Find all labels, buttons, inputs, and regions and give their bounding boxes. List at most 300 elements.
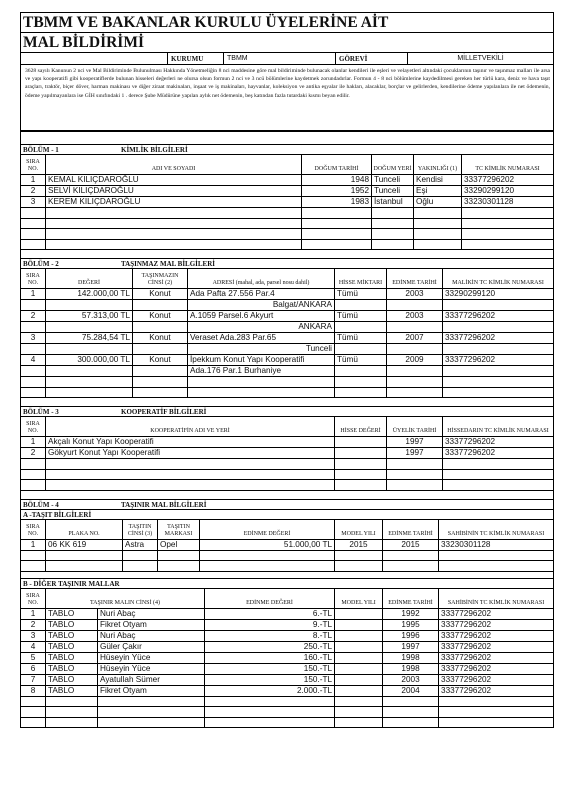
other-movables-subsection-title: B - DİĞER TAŞINIR MALLAR [20,578,554,588]
section2-header [20,258,554,268]
empty-cell [439,561,554,572]
table-cell: 1998 [383,663,439,674]
property-address: Veraset Ada.283 Par.65 [188,333,335,344]
spacer [20,132,554,144]
owner-tc-number: 33377296202 [443,355,554,366]
empty-cell [372,229,414,240]
empty-cell [21,322,46,333]
empty-cell [387,469,443,480]
property-address: A.1059 Parsel.6 Akyurt [188,311,335,322]
table-cell: 1996 [383,630,439,641]
table-cell: 2 [21,619,46,630]
section4-name: TAŞINIR MAL BİLGİLERİ [121,500,207,509]
empty-cell [335,377,387,388]
table-cell: 1 [21,437,46,448]
section2-num: BÖLÜM - 2 [23,260,59,268]
empty-row [21,717,554,728]
table-header-row [21,417,554,437]
table-cell: KEREM KILIÇDAROĞLU [46,197,302,208]
table-cell: 33377296202 [439,619,554,630]
table-cell: Ayatullah Sümer [98,674,205,685]
empty-cell [188,387,335,398]
row-number: 2 [21,311,46,322]
empty-row [21,229,554,240]
table-row [21,175,554,186]
empty-cell [335,717,383,728]
table-cell: 4 [21,641,46,652]
table-cell [335,448,387,459]
form-title-line2: MAL BİLDİRİMİ [23,34,145,51]
empty-cell [21,344,46,355]
table-cell: Astra [123,539,158,550]
empty-cell [443,387,554,398]
empty-cell [387,322,443,333]
form-title-line1: TBMM VE BAKANLAR KURULU ÜYELERİNE AİT [21,13,553,33]
form-header [20,12,554,132]
column-header: TAŞINMAZIN CİNSİ (2) [133,269,188,289]
empty-cell [188,377,335,388]
empty-cell [158,561,200,572]
share-amount: Tümü [335,311,387,322]
table-row-continuation [21,366,554,377]
column-header: EDİNME TARİHİ [387,269,443,289]
section1-num: BÖLÜM - 1 [23,146,59,154]
table-cell: TABLO [46,652,98,663]
empty-cell [462,239,554,250]
column-header: SIRA NO. [21,269,46,289]
column-header: ADI VE SOYADI [46,155,302,175]
empty-cell [205,707,335,718]
property-address-line2: ANKARA [188,322,335,333]
section3-num: BÖLÜM - 3 [23,408,59,416]
section1-header [20,144,554,154]
property-value: 142.000,00 TL [46,289,133,300]
section2-table [20,268,554,398]
empty-cell [46,218,302,229]
table-cell: Eşi [414,186,462,197]
empty-cell [335,696,383,707]
table-cell: 3 [21,197,46,208]
empty-cell [335,322,387,333]
intro-text: 3628 sayılı Kanunun 2 nci ve Mal Bildiriminde Bulunulması Hakkında Yönetmeliğin 8 nci maddesine göre mal bildiriminde bulunacak olanlar kendileri ile eşleri ve velayetleri altındaki çocuklarının taşınır ve taşınmaz malları ile arsa ve yapı kooperatifi gibi kooperatiflerde bulunan hisseleri değerleri ne olursa olsun formun 2 nci ve 3 ncü bölümlerine kaydetmek zorundadırlar. Formun 4 - 8 nci bölümlerine kaydedilmesi gereken her türlü kara, deniz ve hava taşıt araçları, traktör, biçer döver, harman makinası ve diğer ziraat makinaları, inşaat ve iş makinaları, hayvanlar, koleksiyon ve antika eşyalar ile hakları, alacaklar, borçlar ve gelirlerden, kendilerine ödeme yapılanlara ile net ödemenin, ödeme yapılmayanlara ise GİH sınıfındaki 1 . derece Şube Müdürüne yapılan aylık net ödemenin, beş katından fazla tutardaki kısmı beyan edilir. [21,65,553,131]
property-address-line2: Ada.176 Par.1 Burhaniye [188,366,335,377]
empty-cell [46,707,98,718]
column-header: YAKINLIĞI (1) [414,155,462,175]
table-row [21,437,554,448]
empty-cell [46,469,335,480]
empty-cell [123,550,158,561]
table-cell: 2015 [335,539,383,550]
table-header-row [21,519,554,539]
table-cell: Kendisi [414,175,462,186]
column-header: DOĞUM TARİHİ [302,155,372,175]
table-cell: 33377296202 [439,608,554,619]
empty-cell [387,344,443,355]
owner-tc-number: 33377296202 [443,333,554,344]
table-row [21,333,554,344]
table-row [21,197,554,208]
empty-row [21,377,554,388]
table-cell: 06 KK 619 [46,539,123,550]
empty-cell [302,239,372,250]
table-cell: 6 [21,663,46,674]
table-cell: 33377296202 [443,448,554,459]
empty-cell [335,707,383,718]
empty-cell [383,707,439,718]
table-row [21,448,554,459]
empty-cell [21,480,46,491]
spacer [20,250,554,258]
row-number: 3 [21,333,46,344]
share-amount: Tümü [335,333,387,344]
empty-cell [21,717,46,728]
empty-cell [443,344,554,355]
column-header: EDİNME DEĞERİ [205,588,335,608]
column-header: TAŞINIR MALIN CİNSİ (4) [46,588,205,608]
owner-tc-number: 33377296202 [443,311,554,322]
table-cell: SELVİ KILIÇDAROĞLU [46,186,302,197]
empty-cell [439,550,554,561]
table-row [21,289,554,300]
column-header: SIRA NO. [21,588,46,608]
share-amount: Tümü [335,355,387,366]
empty-row [21,561,554,572]
empty-cell [46,300,133,311]
section1-name: KİMLİK BİLGİLERİ [121,146,188,154]
empty-cell [21,208,46,219]
column-header: DOĞUM YERİ [372,155,414,175]
column-header: PLAKA NO. [46,519,123,539]
table-cell: 1997 [383,641,439,652]
empty-cell [98,717,205,728]
table-cell: Gökyurt Konut Yapı Kooperatifi [46,448,335,459]
empty-cell [414,208,462,219]
table-row-continuation [21,344,554,355]
empty-cell [414,218,462,229]
empty-cell [46,717,98,728]
empty-cell [46,322,133,333]
empty-row [21,480,554,491]
table-cell [335,437,387,448]
table-cell: 33230301128 [439,539,554,550]
empty-cell [372,208,414,219]
empty-cell [200,550,335,561]
kurumu-value: TBMM [223,53,335,64]
table-cell: Opel [158,539,200,550]
table-cell: TABLO [46,663,98,674]
owner-tc-number: 33290299120 [443,289,554,300]
empty-cell [21,300,46,311]
empty-row [21,696,554,707]
table-row [21,674,554,685]
property-type: Konut [133,311,188,322]
empty-cell [46,459,335,470]
column-header: ÜYELİK TARİHİ [387,417,443,437]
spacer [20,398,554,406]
empty-cell [21,229,46,240]
empty-cell [46,696,98,707]
table-cell: 2 [21,186,46,197]
empty-cell [21,707,46,718]
empty-cell [133,300,188,311]
acquisition-date: 2003 [387,311,443,322]
empty-cell [98,696,205,707]
empty-row [21,208,554,219]
table-cell: TABLO [46,619,98,630]
table-cell: 8 [21,685,46,696]
empty-cell [387,377,443,388]
table-cell [335,685,383,696]
empty-cell [443,322,554,333]
table-cell: 6.-TL [205,608,335,619]
empty-cell [462,218,554,229]
empty-cell [335,469,387,480]
table-cell: 1 [21,175,46,186]
property-type: Konut [133,355,188,366]
empty-cell [387,300,443,311]
empty-cell [439,707,554,718]
table-cell: 33290299120 [462,186,554,197]
table-cell: Fikret Otyam [98,685,205,696]
empty-cell [439,696,554,707]
table-cell: 160.-TL [205,652,335,663]
empty-cell [46,377,133,388]
property-address-line2: Balgat/ANKARA [188,300,335,311]
row-number: 4 [21,355,46,366]
table-row [21,663,554,674]
table-row [21,641,554,652]
table-cell: Hüseyin Yüce [98,663,205,674]
table-cell: TABLO [46,608,98,619]
column-header: HİSSE DEĞERİ [335,417,387,437]
row-number: 1 [21,289,46,300]
gorevi-value: MİLLETVEKİLİ [407,53,553,64]
property-value: 75.284,54 TL [46,333,133,344]
empty-cell [21,239,46,250]
empty-cell [302,229,372,240]
empty-cell [443,469,554,480]
table-row [21,685,554,696]
column-header: ADRESİ (mahal, ada, parsel nosu dahil) [188,269,335,289]
empty-row [21,550,554,561]
empty-cell [98,707,205,718]
table-cell: TABLO [46,685,98,696]
empty-cell [205,717,335,728]
table-row [21,355,554,366]
empty-cell [335,344,387,355]
table-row [21,186,554,197]
table-cell: KEMAL KILIÇDAROĞLU [46,175,302,186]
property-value: 57.313,00 TL [46,311,133,322]
column-header: HİSSE MİKTARI [335,269,387,289]
table-cell [335,641,383,652]
table-cell [335,630,383,641]
table-cell: 150.-TL [205,663,335,674]
table-cell: 33377296202 [439,630,554,641]
section3-table [20,416,554,491]
table-cell: 1 [21,608,46,619]
table-cell: Akçalı Konut Yapı Kooperatifi [46,437,335,448]
property-address: İpekkum Konut Yapı Kooperatifi [188,355,335,366]
table-cell: 3 [21,630,46,641]
empty-row [21,218,554,229]
empty-cell [46,229,302,240]
column-header: TC KİMLİK NUMARASI [462,155,554,175]
column-header: MALİKİN TC KİMLİK NUMARASI [443,269,554,289]
empty-cell [21,696,46,707]
table-cell: Tunceli [372,175,414,186]
column-header: SIRA NO. [21,417,46,437]
empty-cell [133,366,188,377]
empty-row [21,387,554,398]
table-cell: 5 [21,652,46,663]
empty-cell [21,387,46,398]
empty-cell [133,377,188,388]
table-cell: 33230301128 [462,197,554,208]
column-header: TAŞITIN CİNSİ (3) [123,519,158,539]
table-row-continuation [21,300,554,311]
column-header: SAHİBİNİN TC KİMLİK NUMARASI [439,588,554,608]
table-cell: Güler Çakır [98,641,205,652]
empty-cell [133,322,188,333]
empty-cell [443,459,554,470]
section1-table [20,154,554,250]
table-header-row [21,155,554,175]
property-type: Konut [133,289,188,300]
vehicle-subsection-title: A -TAŞIT BİLGİLERİ [20,509,554,519]
table-cell: TABLO [46,674,98,685]
column-header: SIRA NO. [21,155,46,175]
table-cell: 1997 [387,437,443,448]
empty-cell [383,717,439,728]
table-row [21,539,554,550]
empty-cell [383,696,439,707]
table-cell: 51.000,00 TL [200,539,335,550]
table-cell: 2004 [383,685,439,696]
table-cell: Tunceli [372,186,414,197]
column-header: MODEL YILI [335,519,383,539]
table-cell [335,619,383,630]
empty-cell [21,469,46,480]
empty-cell [414,239,462,250]
empty-row [21,459,554,470]
institution-row [21,52,553,65]
empty-cell [372,239,414,250]
empty-cell [205,696,335,707]
table-cell: 9.-TL [205,619,335,630]
section4-num: BÖLÜM - 4 [23,500,59,509]
table-row [21,608,554,619]
section3-name: KOOPERATİF BİLGİLERİ [121,408,207,416]
empty-cell [387,366,443,377]
column-header: SIRA NO. [21,519,46,539]
empty-cell [335,300,387,311]
column-header: EDİNME DEĞERİ [200,519,335,539]
empty-cell [387,387,443,398]
empty-cell [383,550,439,561]
column-header: HİSSEDARIN TC KİMLİK NUMARASI [443,417,554,437]
empty-cell [46,550,123,561]
empty-cell [21,550,46,561]
table-cell [335,652,383,663]
empty-cell [21,377,46,388]
table-cell: 1948 [302,175,372,186]
empty-cell [133,387,188,398]
table-cell: 33377296202 [439,685,554,696]
table-row [21,311,554,322]
empty-cell [443,480,554,491]
share-amount: Tümü [335,289,387,300]
table-cell: 1952 [302,186,372,197]
table-cell: TABLO [46,630,98,641]
empty-cell [462,208,554,219]
empty-cell [443,377,554,388]
property-value: 300.000,00 TL [46,355,133,366]
column-header: MODEL YILI [335,588,383,608]
table-cell [335,663,383,674]
acquisition-date: 2007 [387,333,443,344]
table-cell: 1997 [387,448,443,459]
table-cell: 7 [21,674,46,685]
column-header: EDİNME TARİHİ [383,519,439,539]
property-address-line2: Tunceli [188,344,335,355]
vehicle-table [20,519,554,572]
empty-cell [387,459,443,470]
table-cell [335,674,383,685]
empty-cell [462,229,554,240]
table-cell: 33377296202 [439,652,554,663]
empty-cell [335,366,387,377]
table-cell: 1995 [383,619,439,630]
table-cell: 33377296202 [439,641,554,652]
property-address: Ada Pafta 27.556 Par.4 [188,289,335,300]
empty-cell [46,344,133,355]
empty-cell [46,366,133,377]
table-cell: Nuri Abaç [98,630,205,641]
section2-name: TAŞINMAZ MAL BİLGİLERİ [121,260,216,268]
empty-cell [335,459,387,470]
empty-cell [21,561,46,572]
empty-row [21,707,554,718]
table-cell: 1992 [383,608,439,619]
table-cell: 2015 [383,539,439,550]
empty-cell [46,561,123,572]
empty-cell [439,717,554,728]
empty-cell [46,387,133,398]
table-cell: 33377296202 [439,674,554,685]
empty-cell [200,561,335,572]
table-cell: 33377296202 [462,175,554,186]
table-cell: Fikret Otyam [98,619,205,630]
table-cell: 250.-TL [205,641,335,652]
empty-cell [335,550,383,561]
section3-header [20,406,554,416]
empty-cell [372,218,414,229]
table-row [21,619,554,630]
table-cell: 33377296202 [439,663,554,674]
empty-cell [302,208,372,219]
table-cell: 2.000.-TL [205,685,335,696]
acquisition-date: 2009 [387,355,443,366]
table-cell: 1 [21,539,46,550]
table-cell: 2 [21,448,46,459]
empty-cell [335,561,383,572]
empty-cell [21,218,46,229]
empty-cell [335,480,387,491]
column-header: DEĞERİ [46,269,133,289]
spacer [20,491,554,499]
empty-cell [383,561,439,572]
